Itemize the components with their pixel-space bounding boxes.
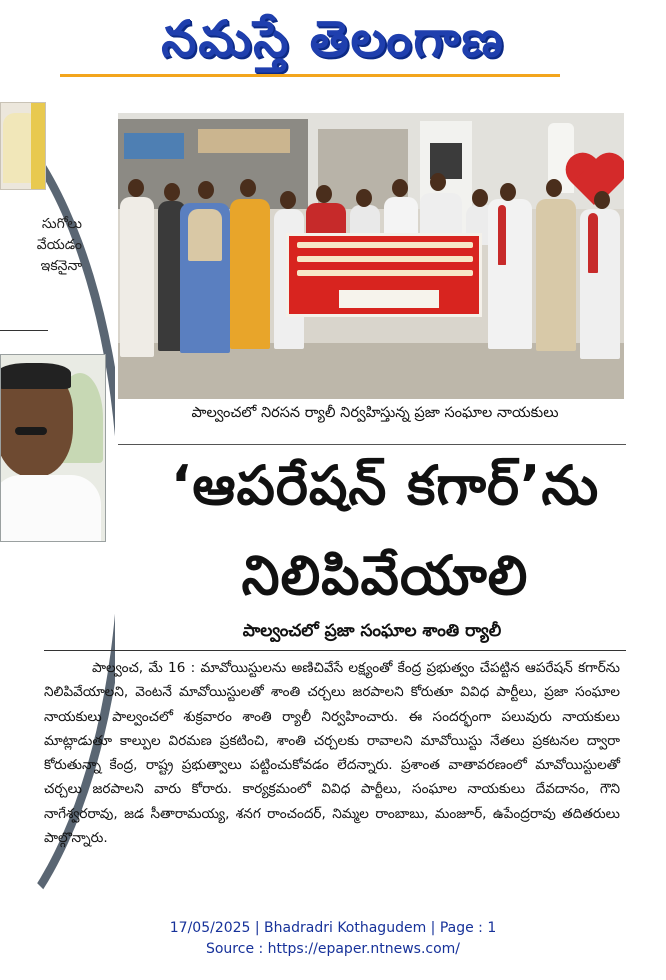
protest-banner	[286, 233, 482, 317]
adjacent-article-text	[0, 214, 82, 277]
rally-photo	[118, 113, 624, 399]
headline-line-1: ‘ఆపరేషన్ కగార్’ను	[170, 454, 600, 517]
divider	[44, 650, 626, 651]
subheadline: పాల్వంచలో ప్రజా సంఘాల శాంతి ర్యాలీ	[242, 621, 502, 641]
newspaper-logo: నమస్తే తెలంగాణ	[161, 9, 505, 68]
article-body: పాల్వంచ, మే 16 : మావోయిస్టులను అణిచివేసే లక్ష్యంతో కేంద్ర ప్రభుత్వం చేపట్టిన ఆపరేషన్ కగార్‌ను నిలిపివేయాలని, వెంటనే మావోయిస్టులతో శాంతి చర్చలు జరపాలని కోరుతూ వివిధ పార్టీలు, ప్రజా సంఘాల నాయకులు పాల్వంచలో శుక్రవారం శాంతి ర్యాలీ నిర్వహించారు. ఈ సందర్భంగా పలువురు నాయకులు మాట్లాడుతూ కాల్పుల విరమణ ప్రకటించి, శాంతి చర్చలకు రావాలని మావోయిస్టు నేతలు ప్రకటనల ద్వారా కోరుతున్నా కేంద్ర, రాష్ట్ర ప్రభుత్వాలు పట్టించుకోవడం లేదన్నారు. ప్రశాంత వాతావరణంలో మావోయిస్టులతో చర్చలు జరపాలని వారు కోరారు. కార్యక్రమంలో వివిధ పార్టీలు, సంఘాల నాయకులు దేవదానం, గౌని నాగేశ్వరరావు, జడ సీతారామయ్య, శనగ రాంచందర్, నిమ్మల రాంబాబు, మంజూర్, ఉపేంద్రరావు తదితరులు పాల్గొన్నారు.	[44, 660, 620, 847]
page-footer	[0, 918, 666, 960]
adjacent-photo-top	[0, 102, 46, 190]
adjacent-text-line: ఇకనైనా	[40, 258, 82, 274]
adjacent-text-line: వేయడం	[36, 237, 82, 253]
masthead	[0, 0, 666, 86]
adjacent-text-line: సుగోలు	[41, 216, 82, 232]
source-link[interactable]: Source : https://epaper.ntnews.com/	[205, 941, 461, 957]
divider	[0, 330, 48, 331]
portrait-photo	[0, 354, 106, 542]
photo-caption: పాల్వంచలో నిరసన ర్యాలీ నిర్వహిస్తున్న ప్రజా సంఘాల నాయకులు	[191, 405, 559, 421]
divider	[118, 444, 626, 445]
masthead-divider	[60, 74, 560, 77]
headline-line-2: నిలిపివేయాలి	[241, 544, 529, 607]
edition-info: 17/05/2025 | Bhadradri Kothagudem | Page : 1	[169, 920, 497, 936]
